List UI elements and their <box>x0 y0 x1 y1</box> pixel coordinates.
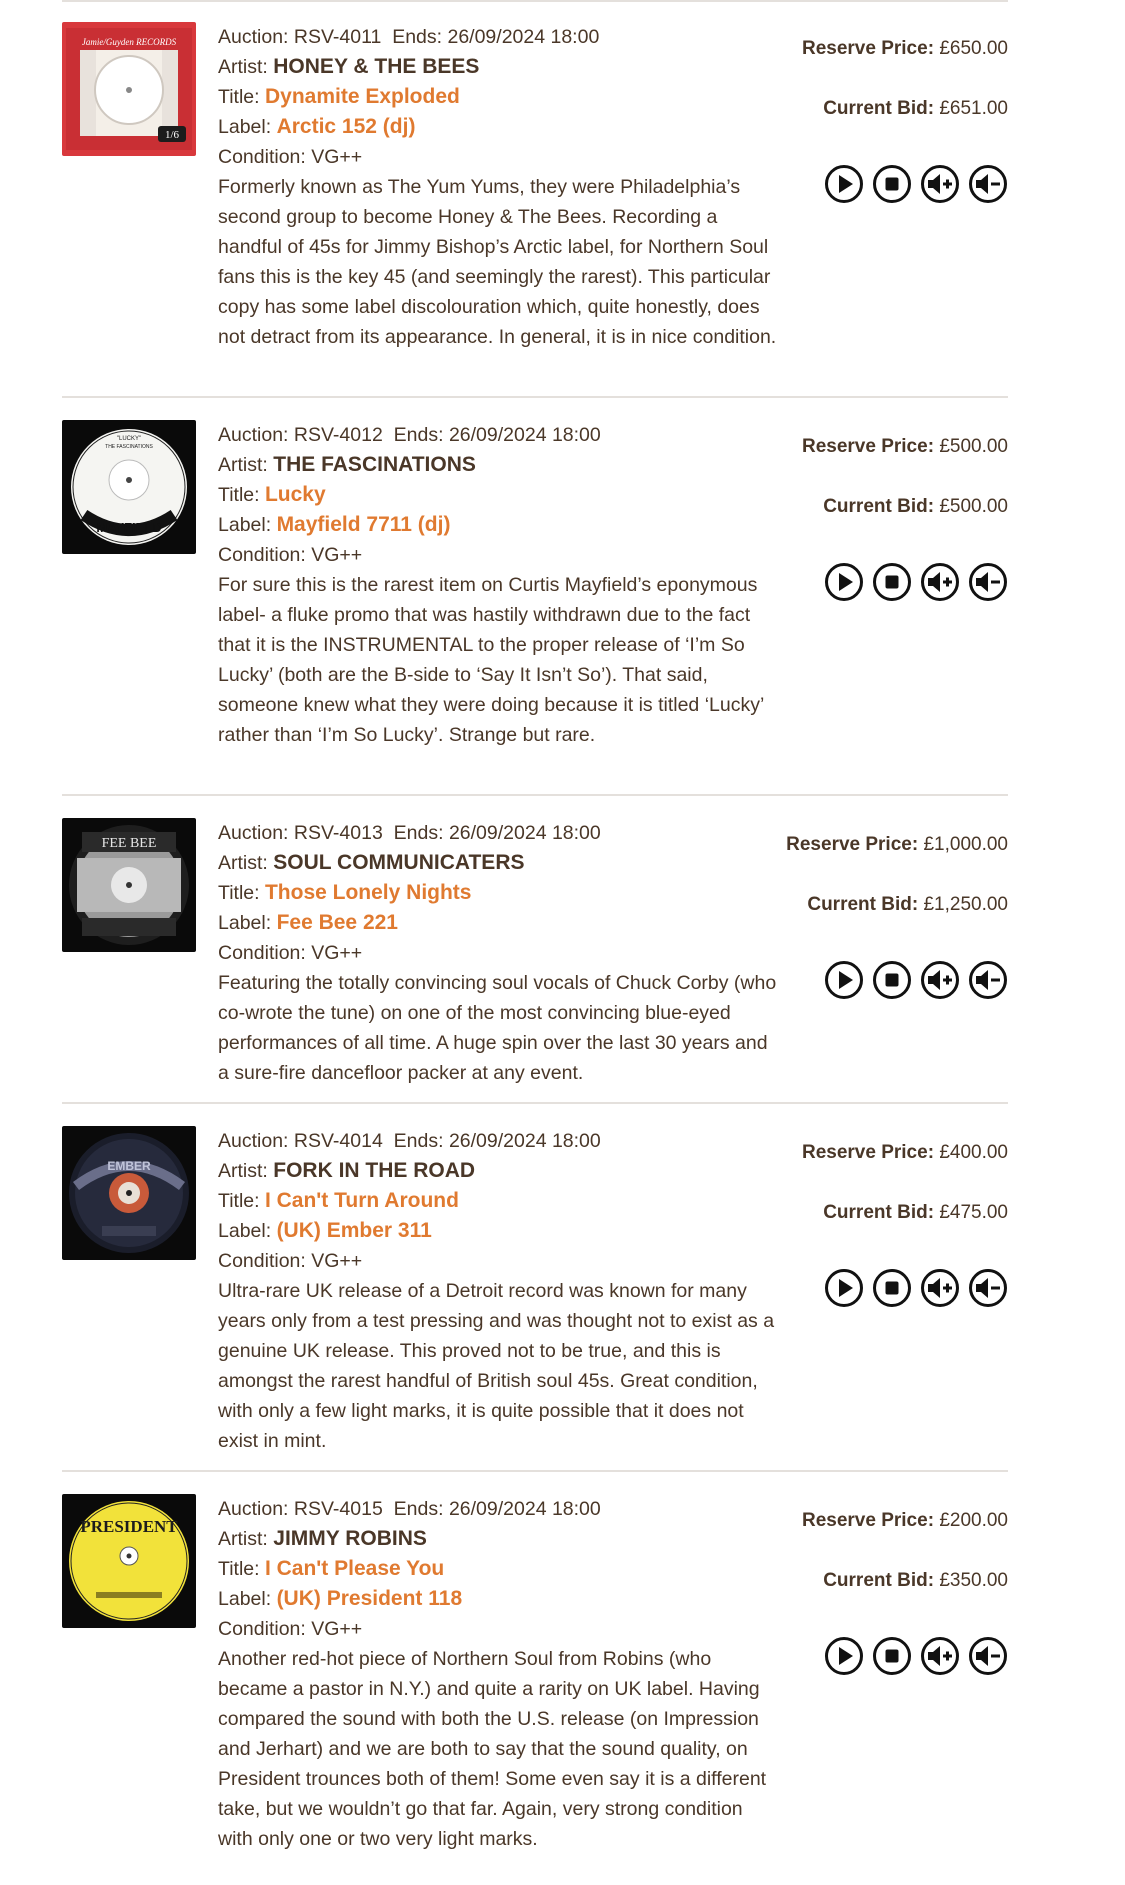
title-label: Title: <box>218 484 260 506</box>
lot-description: Featuring the totally convincing soul vocals of Chuck Corby (who co-wrote the tune) on one of the most convincing blue-eyed performances of all time. A huge spin over the last 30 years and a sure-fire dancefloor packer at any event. <box>218 972 777 1084</box>
ends-label: Ends: <box>393 1130 444 1152</box>
reserve-price: £1,000.00 <box>923 834 1008 855</box>
lot-item <box>62 1126 1008 1466</box>
record-title: Those Lonely Nights <box>264 881 472 904</box>
record-image[interactable] <box>62 818 196 952</box>
record-image[interactable] <box>62 1494 196 1628</box>
play-icon[interactable] <box>824 1636 864 1676</box>
volume-up-icon[interactable] <box>920 1636 960 1676</box>
condition-value: VG++ <box>311 544 363 566</box>
svg-text:1/6: 1/6 <box>164 129 180 141</box>
current-bid: £500.00 <box>939 496 1008 517</box>
ends-label: Ends: <box>393 1498 444 1520</box>
volume-down-icon[interactable] <box>968 1636 1008 1676</box>
reserve-price: £200.00 <box>939 1510 1008 1531</box>
condition-label: Condition: <box>218 942 306 964</box>
divider <box>62 0 1008 2</box>
title-label: Title: <box>218 1190 260 1212</box>
stop-icon[interactable] <box>872 562 912 602</box>
artist-name: HONEY & THE BEES <box>273 55 480 78</box>
ends-time: 26/09/2024 18:00 <box>448 822 601 844</box>
lot-item <box>62 22 1008 382</box>
auction-label: Auction: <box>218 424 289 446</box>
play-icon[interactable] <box>824 960 864 1000</box>
artist-name: SOUL COMMUNICATERS <box>273 851 525 874</box>
play-icon[interactable] <box>824 1268 864 1308</box>
reserve-label: Reserve Price: <box>801 38 935 59</box>
ends-label: Ends: <box>392 26 443 48</box>
bid-label: Current Bid: <box>807 894 919 915</box>
title-label: Title: <box>218 86 260 108</box>
auction-id: RSV-4014 <box>293 1130 383 1152</box>
stop-icon[interactable] <box>872 164 912 204</box>
ends-label: Ends: <box>393 822 444 844</box>
record-label: (UK) Ember 311 <box>276 1219 432 1242</box>
auction-id: RSV-4013 <box>293 822 383 844</box>
artist-name: FORK IN THE ROAD <box>273 1159 476 1182</box>
bid-label: Current Bid: <box>823 496 935 517</box>
auction-id: RSV-4012 <box>293 424 383 446</box>
title-label: Title: <box>218 1558 260 1580</box>
bid-label: Current Bid: <box>823 98 935 119</box>
play-icon[interactable] <box>824 562 864 602</box>
bid-label: Current Bid: <box>823 1202 935 1223</box>
condition-value: VG++ <box>311 1618 363 1640</box>
stop-icon[interactable] <box>872 1636 912 1676</box>
play-icon[interactable] <box>824 164 864 204</box>
volume-down-icon[interactable] <box>968 164 1008 204</box>
title-label: Title: <box>218 882 260 904</box>
stop-icon[interactable] <box>872 1268 912 1308</box>
divider <box>62 396 1008 398</box>
svg-text:"LUCKY": "LUCKY" <box>116 436 142 442</box>
artist-label: Artist: <box>218 852 268 874</box>
label-label: Label: <box>218 912 272 934</box>
lot-item <box>62 1494 1008 1884</box>
current-bid: £651.00 <box>939 98 1008 119</box>
condition-value: VG++ <box>311 942 363 964</box>
record-label: (UK) President 118 <box>276 1587 463 1610</box>
record-image[interactable] <box>62 1126 196 1260</box>
svg-text:MAYFIELD: MAYFIELD <box>96 520 162 535</box>
auction-label: Auction: <box>218 1130 289 1152</box>
divider <box>62 1102 1008 1104</box>
auction-label: Auction: <box>218 822 289 844</box>
price-panel <box>678 22 1008 222</box>
artist-name: JIMMY ROBINS <box>273 1527 427 1550</box>
audio-controls <box>824 1636 1008 1676</box>
svg-text:EMBER: EMBER <box>107 1159 151 1173</box>
current-bid: £475.00 <box>939 1202 1008 1223</box>
lot-description: Another red-hot piece of Northern Soul from Robins (who became a pastor in N.Y.) and quite a rarity on UK label. Having compared the sound with both the U.S. release (on Impression and Jerhart) and we are both to say that the sound quality, on President trounces both of them! Some even say it is a different take, but we wouldn’t go that far. Again, very strong condition with only one or two very light marks. <box>218 1648 767 1850</box>
auction-id: RSV-4015 <box>293 1498 383 1520</box>
reserve-price: £500.00 <box>939 436 1008 457</box>
audio-controls <box>824 562 1008 602</box>
record-label: Arctic 152 (dj) <box>276 115 416 138</box>
volume-down-icon[interactable] <box>968 1268 1008 1308</box>
label-label: Label: <box>218 1588 272 1610</box>
auction-label: Auction: <box>218 26 289 48</box>
lot-description: Formerly known as The Yum Yums, they were Philadelphia’s second group to become Honey & The Bees. Recording a handful of 45s for Jimmy Bishop’s Arctic label, for Northern Soul fans this is the key 45 (and seemingly the rarest). This particular copy has some label discolouration which, quite honestly, does not detract from its appearance. In general, it is in nice condition. <box>218 176 777 348</box>
volume-down-icon[interactable] <box>968 562 1008 602</box>
lot-item <box>62 818 1008 1098</box>
ends-time: 26/09/2024 18:00 <box>448 1498 601 1520</box>
artist-name: THE FASCINATIONS <box>273 453 476 476</box>
current-bid: £1,250.00 <box>923 894 1008 915</box>
condition-label: Condition: <box>218 1618 306 1640</box>
audio-controls <box>824 1268 1008 1308</box>
stop-icon[interactable] <box>872 960 912 1000</box>
svg-text:THE FASCINATIONS: THE FASCINATIONS <box>105 444 153 450</box>
record-title: Lucky <box>264 483 326 506</box>
price-panel <box>678 1126 1008 1326</box>
price-panel <box>678 420 1008 620</box>
record-title: I Can't Please You <box>264 1557 445 1580</box>
record-image[interactable] <box>62 420 196 554</box>
price-panel <box>678 818 1008 1018</box>
artist-label: Artist: <box>218 1160 268 1182</box>
record-label: Fee Bee 221 <box>276 911 398 934</box>
condition-value: VG++ <box>311 1250 363 1272</box>
reserve-label: Reserve Price: <box>801 1510 935 1531</box>
condition-label: Condition: <box>218 1250 306 1272</box>
volume-down-icon[interactable] <box>968 960 1008 1000</box>
svg-text:Jamie/Guyden RECORDS: Jamie/Guyden RECORDS <box>81 37 177 47</box>
reserve-label: Reserve Price: <box>801 436 935 457</box>
bid-label: Current Bid: <box>823 1570 935 1591</box>
volume-up-icon[interactable] <box>920 164 960 204</box>
artist-label: Artist: <box>218 454 268 476</box>
reserve-label: Reserve Price: <box>801 1142 935 1163</box>
ends-time: 26/09/2024 18:00 <box>447 26 600 48</box>
auction-label: Auction: <box>218 1498 289 1520</box>
svg-text:PRESIDENT: PRESIDENT <box>80 1517 178 1536</box>
volume-up-icon[interactable] <box>920 960 960 1000</box>
record-label: Mayfield 7711 (dj) <box>276 513 451 536</box>
condition-value: VG++ <box>311 146 363 168</box>
current-bid: £350.00 <box>939 1570 1008 1591</box>
volume-up-icon[interactable] <box>920 1268 960 1308</box>
record-title: I Can't Turn Around <box>264 1189 459 1212</box>
artist-label: Artist: <box>218 56 268 78</box>
lot-description: For sure this is the rarest item on Curtis Mayfield’s eponymous label- a fluke promo that was hastily withdrawn due to the fact that it is the INSTRUMENTAL to the proper release of ‘I’m So Lucky’ (both are the B-side to ‘Say It Isn’t So’). That said, someone knew what they were doing because it is titled ‘Lucky’ rather than ‘I’m So Lucky’. Strange but rare. <box>218 574 764 746</box>
ends-time: 26/09/2024 18:00 <box>448 1130 601 1152</box>
reserve-label: Reserve Price: <box>786 834 919 855</box>
ends-label: Ends: <box>393 424 444 446</box>
audio-controls <box>824 164 1008 204</box>
divider <box>62 794 1008 796</box>
record-title: Dynamite Exploded <box>264 85 460 108</box>
reserve-price: £400.00 <box>939 1142 1008 1163</box>
divider <box>62 1470 1008 1472</box>
lot-description: Ultra-rare UK release of a Detroit record was known for many years only from a test pressing and was thought not to exist as a genuine UK release. This proved not to be true, and this is amongst the rarest handful of British soul 45s. Great condition, with only a few light marks, it is quite possible that it does not exist in mint. <box>218 1280 775 1452</box>
auction-id: RSV-4011 <box>293 26 382 48</box>
ends-time: 26/09/2024 18:00 <box>448 424 601 446</box>
record-image[interactable] <box>62 22 196 156</box>
condition-label: Condition: <box>218 544 306 566</box>
artist-label: Artist: <box>218 1528 268 1550</box>
svg-text:FEE BEE: FEE BEE <box>101 836 157 851</box>
condition-label: Condition: <box>218 146 306 168</box>
label-label: Label: <box>218 1220 272 1242</box>
volume-up-icon[interactable] <box>920 562 960 602</box>
label-label: Label: <box>218 514 272 536</box>
reserve-price: £650.00 <box>939 38 1008 59</box>
price-panel <box>678 1494 1008 1694</box>
audio-controls <box>824 960 1008 1000</box>
lot-item <box>62 420 1008 780</box>
label-label: Label: <box>218 116 272 138</box>
